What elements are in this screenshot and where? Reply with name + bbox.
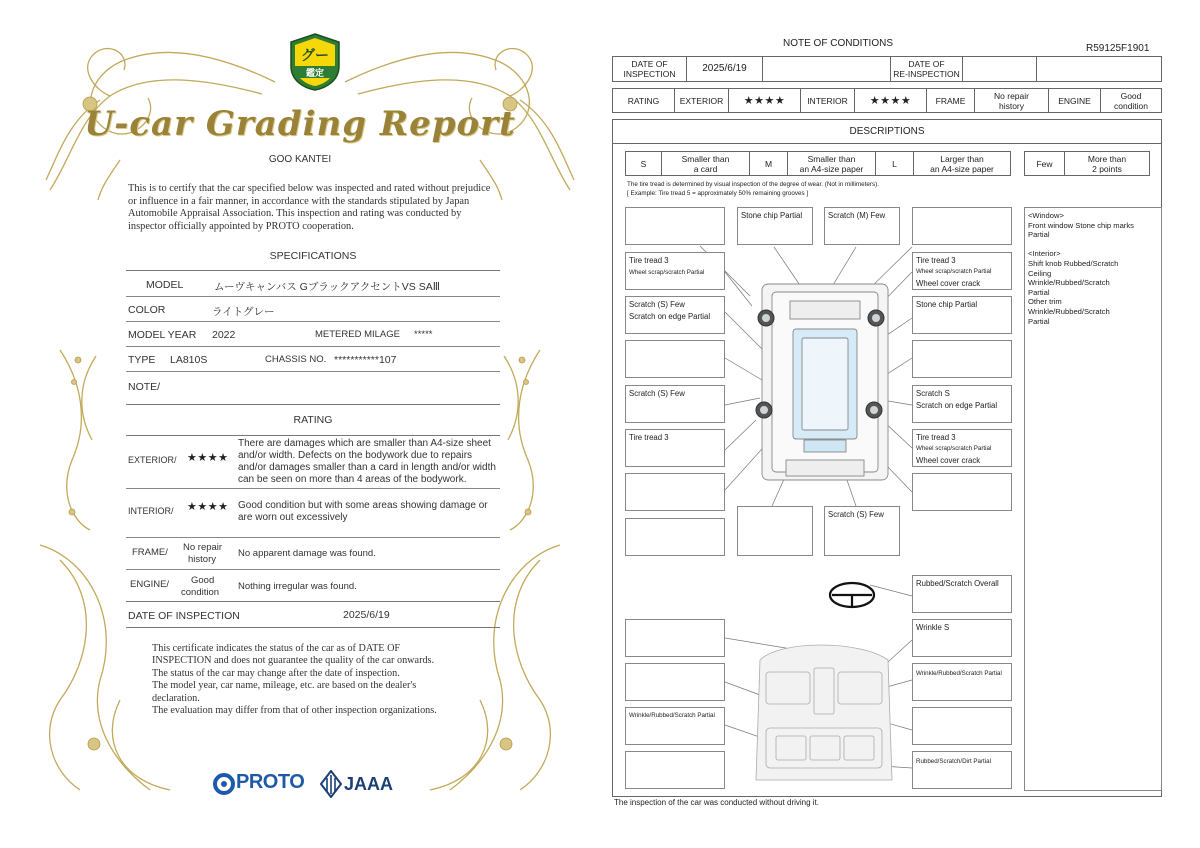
- damage-box: [625, 207, 725, 245]
- divider: [126, 569, 500, 570]
- divider: [126, 404, 500, 405]
- type-label: TYPE: [128, 354, 156, 366]
- remark-line: Shift knob Rubbed/Scratch: [1028, 258, 1119, 268]
- interior-stars: ★★★★: [855, 89, 927, 112]
- engine-value-line1: Good: [191, 575, 215, 586]
- legend-s: S: [626, 152, 662, 175]
- remark-line: Front window Stone chip marks: [1028, 220, 1134, 230]
- date-inspection-label: DATE OF INSPECTION: [613, 57, 687, 81]
- engine-label: ENGINE/: [130, 579, 170, 590]
- frame-value-line1: No repair: [183, 542, 223, 553]
- specifications-heading: SPECIFICATIONS: [269, 250, 357, 262]
- damage-box-front-window: Stone chip Partial: [737, 207, 813, 245]
- damage-box: [737, 506, 813, 556]
- legend-s-desc: Smaller than a card: [662, 152, 750, 175]
- date-reinspection-label: DATE OF RE-INSPECTION: [891, 57, 963, 81]
- note-title: NOTE OF CONDITIONS: [783, 38, 893, 49]
- damage-box: [625, 751, 725, 789]
- exterior-label: EXTERIOR: [675, 89, 729, 112]
- reference-number: R59125F1901: [1086, 43, 1150, 54]
- svg-text:グー: グー: [301, 48, 329, 64]
- frame-label: FRAME: [927, 89, 975, 112]
- engine-description: Nothing irregular was found.: [238, 581, 357, 592]
- frame-value-line2: history: [188, 554, 216, 565]
- chassis-value: ***********107: [334, 354, 397, 366]
- model-year-value: 2022: [212, 329, 236, 341]
- tread-example: [ Example: Tire tread 5 = approximately 50% remaining grooves ]: [627, 190, 809, 197]
- divider: [126, 435, 500, 436]
- rating-label: RATING: [613, 89, 675, 112]
- jaaa-logo-text: JAAA: [344, 774, 394, 794]
- exterior-stars: ★★★★: [729, 89, 801, 112]
- proto-logo-text: PROTO: [236, 771, 305, 793]
- divider: [126, 321, 500, 322]
- frame-description: No apparent damage was found.: [238, 548, 376, 559]
- mileage-label: METERED MILAGE: [315, 329, 400, 340]
- jaaa-logo-icon: [320, 770, 342, 798]
- engine-value-line2: condition: [181, 587, 220, 598]
- divider: [126, 296, 500, 297]
- damage-box-right-rear-tire: Tire tread 3 Wheel scrap/scratch Partial Wheel cover crack: [912, 429, 1012, 467]
- date-of-inspection-label: DATE OF INSPECTION: [128, 610, 240, 622]
- remark-line: Wrinkle/Rubbed/Scratch: [1028, 278, 1110, 288]
- model-value: ムーヴキャンバス GブラックアクセントVS SAⅢ: [214, 281, 440, 293]
- date-inspection-value: 2025/6/19: [687, 57, 763, 81]
- rating-heading: RATING: [293, 414, 333, 426]
- damage-box: [625, 663, 725, 701]
- damage-box-left-rear-tire: Tire tread 3: [625, 429, 725, 467]
- damage-box: [912, 207, 1012, 245]
- remark-line: Ceiling: [1028, 268, 1052, 278]
- certification-statement: This is to certify that the car specified below was inspected and rated without prejudice or influence in a fair manner, in accordance with the standards stipulated by Japan Automobile Appraisal Association. This inspection and rating was conducted by inspector officially appointed by PROTO cooperation.: [128, 183, 491, 232]
- tread-note: The tire tread is determined by visual inspection of the degree of wear. (Not in millimeters).: [627, 181, 879, 188]
- color-label: COLOR: [128, 304, 166, 316]
- engine-label: ENGINE: [1049, 89, 1101, 112]
- date-of-inspection-value: 2025/6/19: [343, 609, 390, 621]
- divider: [126, 537, 500, 538]
- legend-few: Few: [1025, 152, 1065, 175]
- exterior-label: EXTERIOR/: [128, 455, 177, 465]
- divider: [126, 346, 500, 347]
- model-label: MODEL: [146, 279, 184, 291]
- legend-l: L: [876, 152, 914, 175]
- remark-line: Wrinkle/Rubbed/Scratch: [1028, 306, 1110, 316]
- frame-value: No repair history: [975, 89, 1049, 112]
- report-subtitle: GOO KANTEI: [268, 154, 332, 165]
- legend-l-desc: Larger than an A4-size paper: [930, 153, 994, 174]
- inspection-footer-note: The inspection of the car was conducted without driving it.: [614, 798, 819, 807]
- damage-box-interior: Wrinkle/Rubbed/Scratch Partial: [625, 707, 725, 745]
- damage-box: [625, 473, 725, 511]
- disclaimer-line: INSPECTION and does not guarantee the quality of the car onwards.: [152, 655, 435, 667]
- note-label: NOTE/: [128, 381, 161, 393]
- damage-box-interior: Rubbed/Scratch/Dirt Partial: [912, 751, 1012, 789]
- interior-label: INTERIOR/: [128, 506, 174, 516]
- report-title: U-car Grading Report: [84, 104, 516, 144]
- disclaimer-line: This certificate indicates the status of the car as of DATE OF: [152, 643, 401, 654]
- damage-box-interior: Wrinkle/Rubbed/Scratch Partial: [912, 663, 1012, 701]
- damage-box-interior: Wrinkle S: [912, 619, 1012, 657]
- remark-line: Partial: [1028, 230, 1050, 240]
- divider: [126, 488, 500, 489]
- damage-box-left-front: Scratch (S) Few Scratch on edge Partial: [625, 296, 725, 334]
- remark-line: <Window>: [1028, 211, 1064, 220]
- frame-label: FRAME/: [132, 547, 168, 558]
- damage-box: [625, 340, 725, 378]
- disclaimer-text: [152, 643, 492, 717]
- remarks-panel: [1024, 207, 1162, 791]
- remark-line: Partial: [1028, 287, 1050, 297]
- remark-line: Other trim: [1028, 297, 1062, 307]
- disclaimer-line: The model year, car name, mileage, etc. are based on the dealer's: [152, 680, 417, 692]
- remark-line: [1028, 240, 1158, 250]
- remark-line: Partial: [1028, 316, 1050, 326]
- chassis-label: CHASSIS NO.: [265, 354, 327, 365]
- exterior-description: There are damages which are smaller than A4-size sheet and/or width. Defects on the bodywork due to repairs and/or damages smaller than a card in length and/or width can be seen on more than 4 areas of the bodywork.: [238, 438, 496, 485]
- damage-box-steering: Rubbed/Scratch Overall: [912, 575, 1012, 613]
- disclaimer-line: declaration.: [152, 692, 200, 704]
- interior-stars: ★★★★: [187, 501, 229, 513]
- remark-line: <Interior>: [1028, 249, 1061, 259]
- svg-text:鑑定: 鑑定: [305, 69, 325, 79]
- damage-box: [625, 619, 725, 657]
- damage-box: [912, 707, 1012, 745]
- divider: [126, 270, 500, 271]
- damage-box-left-front-tire: Tire tread 3 Wheel scrap/scratch Partial: [625, 252, 725, 290]
- color-value: ライトグレー: [212, 306, 275, 318]
- interior-label: INTERIOR: [801, 89, 855, 112]
- damage-box-right-front-tire: Tire tread 3 Wheel scrap/scratch Partial Wheel cover crack: [912, 252, 1012, 290]
- exterior-stars: ★★★★: [187, 452, 229, 464]
- descriptions-heading: DESCRIPTIONS: [612, 119, 1162, 144]
- legend-m: M: [750, 152, 788, 175]
- damage-box-right-rear: Scratch S Scratch on edge Partial: [912, 385, 1012, 423]
- damage-box: [625, 518, 725, 556]
- divider: [126, 371, 500, 372]
- note-of-conditions: [600, 0, 1200, 848]
- damage-box-left-rear: Scratch (S) Few: [625, 385, 725, 423]
- type-value: LA810S: [170, 354, 208, 366]
- disclaimer-line: The status of the car may change after the date of inspection.: [152, 667, 400, 679]
- damage-box: [912, 340, 1012, 378]
- interior-description: Good condition but with some areas showing damage or are worn out excessively: [238, 500, 488, 523]
- mileage-value: *****: [414, 329, 433, 340]
- damage-box-hood: Scratch (M) Few: [824, 207, 900, 245]
- divider: [126, 601, 500, 602]
- damage-box: [912, 473, 1012, 511]
- goo-kantei-badge-icon: [287, 32, 343, 92]
- disclaimer-line: The evaluation may differ from that of other inspection organizations.: [152, 705, 437, 717]
- divider: [126, 627, 500, 628]
- legend-m-desc: Smaller than an A4-size paper: [788, 152, 876, 175]
- model-year-label: MODEL YEAR: [128, 329, 197, 341]
- damage-box-right-front: Stone chip Partial: [912, 296, 1012, 334]
- legend-few-desc: More than 2 points: [1087, 153, 1127, 174]
- damage-box-rear: Scratch (S) Few: [824, 506, 900, 556]
- proto-logo-icon: [212, 772, 236, 796]
- engine-value: Good condition: [1113, 90, 1149, 111]
